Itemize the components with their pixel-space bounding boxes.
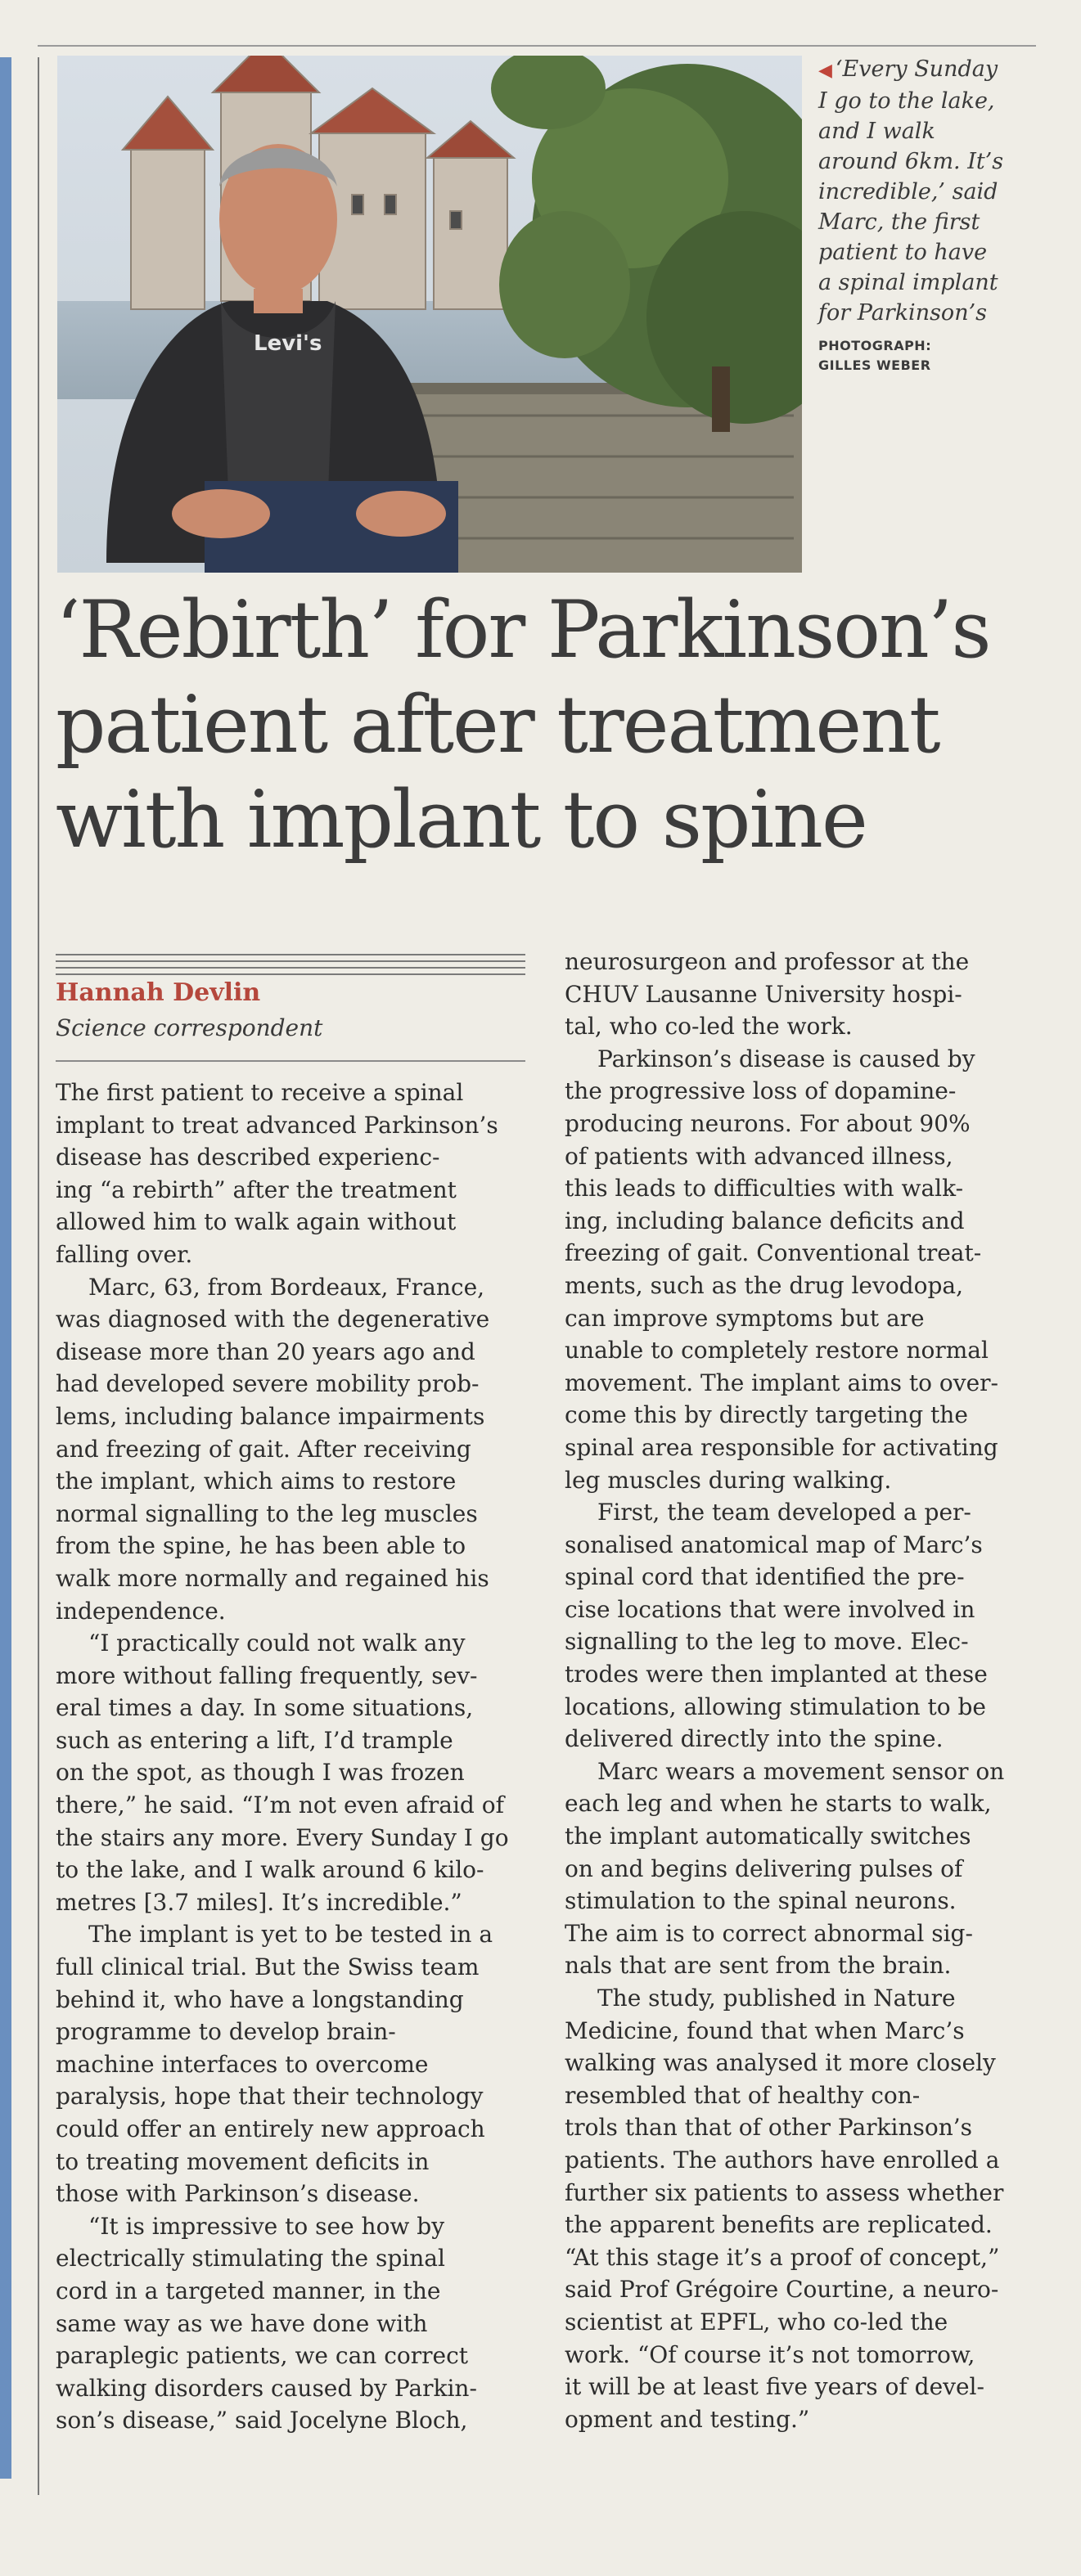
article-text-line: of patients with advanced illness, bbox=[565, 1142, 953, 1170]
article-text-line: Medicine, found that when Marc’s bbox=[565, 2016, 965, 2044]
article-text-line: the progressive loss of dopamine- bbox=[565, 1077, 957, 1105]
left-color-strip bbox=[0, 57, 16, 2479]
article-text-line: and freezing of gait. After receiving bbox=[56, 1435, 471, 1463]
article-text-line: had developed severe mobility prob- bbox=[56, 1370, 480, 1398]
headline-line: patient after treatment bbox=[56, 679, 939, 771]
photo-credit-line: GILLES WEBER bbox=[818, 357, 931, 373]
caption-arrow-icon: ◀ bbox=[818, 61, 832, 81]
article-text-line: disease has described experienc- bbox=[56, 1144, 440, 1171]
article-text-line: “I practically could not walk any bbox=[88, 1630, 466, 1657]
article-text-line: more without falling frequently, sev- bbox=[56, 1661, 478, 1689]
article-text-line: leg muscles during walking. bbox=[565, 1466, 892, 1494]
caption-line: and I walk bbox=[818, 119, 935, 144]
article-text-line: was diagnosed with the degenerative bbox=[56, 1306, 490, 1333]
article-text-line: allowed him to walk again without bbox=[56, 1208, 457, 1236]
article-text-line: walking disorders caused by Parkin- bbox=[56, 2374, 477, 2402]
article-text-line: The study, published in Nature bbox=[597, 1985, 956, 2012]
article-photo bbox=[57, 56, 802, 573]
photo-credit-line: PHOTOGRAPH: bbox=[818, 338, 932, 353]
byline-decorative-rules bbox=[56, 954, 525, 978]
article-text-line: walking was analysed it more closely bbox=[565, 2049, 996, 2077]
author-name: Hannah Devlin bbox=[56, 978, 261, 1007]
caption-line: a spinal implant bbox=[818, 270, 998, 295]
article-text-line: patients. The authors have enrolled a bbox=[565, 2146, 1000, 2174]
article-text-line: producing neurons. For about 90% bbox=[565, 1109, 971, 1137]
article-text-line: Marc wears a movement sensor on bbox=[597, 1757, 1005, 1785]
article-text-line: to the lake, and I walk around 6 kilo- bbox=[56, 1856, 484, 1884]
article-text-line: independence. bbox=[56, 1597, 226, 1625]
article-text-line: The first patient to receive a spinal bbox=[56, 1079, 464, 1106]
byline-divider bbox=[56, 1060, 525, 1062]
article-text-line: delivered directly into the spine. bbox=[565, 1725, 944, 1753]
article-text-line: neurosurgeon and professor at the bbox=[565, 948, 970, 975]
article-text-line: signalling to the leg to move. Elec- bbox=[565, 1628, 969, 1656]
article-text-line: disease more than 20 years ago and bbox=[56, 1337, 475, 1365]
article-text-line: lems, including balance impairments bbox=[56, 1402, 485, 1430]
article-text-line: movement. The implant aims to over- bbox=[565, 1369, 999, 1396]
article-column-1 bbox=[56, 1077, 538, 2437]
article-text-line: further six patients to assess whether bbox=[565, 2178, 1004, 2206]
article-text-line: First, the team developed a per- bbox=[597, 1499, 971, 1526]
caption-line: Marc, the first bbox=[818, 209, 980, 235]
article-text-line: this leads to difficulties with walk- bbox=[565, 1175, 964, 1203]
article-text-line: those with Parkinson’s disease. bbox=[56, 2180, 420, 2208]
article-text-line: freezing of gait. Conventional treat- bbox=[565, 1239, 982, 1267]
article-text-line: electrically stimulating the spinal bbox=[56, 2245, 445, 2273]
photo-credit bbox=[818, 336, 1039, 375]
photo-illustration bbox=[57, 56, 802, 573]
caption-line: incredible,’ said bbox=[818, 179, 998, 205]
photo-caption bbox=[818, 54, 1039, 375]
article-text-line: Parkinson’s disease is caused by bbox=[597, 1045, 975, 1072]
article-text-line: “It is impressive to see how by bbox=[88, 2212, 445, 2240]
article-text-line: cise locations that were involved in bbox=[565, 1595, 975, 1623]
article-text-line: the implant automatically switches bbox=[565, 1823, 971, 1850]
article-text-line: it will be at least five years of devel- bbox=[565, 2373, 984, 2401]
article-headline bbox=[56, 582, 1038, 867]
article-text-line: the stairs any more. Every Sunday I go bbox=[56, 1823, 509, 1851]
caption-line: I go to the lake, bbox=[818, 88, 995, 114]
article-text-line: machine interfaces to overcome bbox=[56, 2050, 429, 2078]
article-text-line: spinal cord that identified the pre- bbox=[565, 1563, 965, 1591]
article-text-line: full clinical trial. But the Swiss team bbox=[56, 1953, 480, 1981]
article-text-line: unable to completely restore normal bbox=[565, 1337, 989, 1364]
article-text-line: trodes were then implanted at these bbox=[565, 1661, 988, 1688]
article-text-line: resembled that of healthy con- bbox=[565, 2081, 921, 2109]
article-text-line: come this by directly targeting the bbox=[565, 1401, 968, 1429]
article-text-line: CHUV Lausanne University hospi- bbox=[565, 980, 962, 1008]
article-text-line: on and begins delivering pulses of bbox=[565, 1854, 963, 1882]
article-text-line: could offer an entirely new approach bbox=[56, 2115, 485, 2142]
article-text-line: scientist at EPFL, who co-led the bbox=[565, 2308, 948, 2335]
article-text-line: the implant, which aims to restore bbox=[56, 1468, 457, 1495]
shirt-logo-text: Levi's bbox=[254, 331, 322, 356]
author-role: Science correspondent bbox=[56, 1014, 323, 1041]
article-text-line: metres [3.7 miles]. It’s incredible.” bbox=[56, 1888, 462, 1916]
article-text-line: paralysis, hope that their technology bbox=[56, 2083, 484, 2111]
article-text-line: to treating movement deficits in bbox=[56, 2147, 430, 2175]
caption-line: patient to have bbox=[818, 240, 988, 265]
article-text-line: walk more normally and regained his bbox=[56, 1564, 489, 1592]
article-text-line: trols than that of other Parkinson’s bbox=[565, 2114, 973, 2142]
article-text-line: can improve symptoms but are bbox=[565, 1304, 925, 1332]
article-text-line: the apparent benefits are replicated. bbox=[565, 2211, 993, 2239]
article-text-line: ing, including balance deficits and bbox=[565, 1207, 965, 1234]
caption-line: ‘Every Sunday bbox=[835, 56, 998, 82]
article-text-line: same way as we have done with bbox=[56, 2309, 428, 2337]
article-text-line: there,” he said. “I’m not even afraid of bbox=[56, 1792, 504, 1819]
article-text-line: falling over. bbox=[56, 1240, 193, 1268]
column-divider bbox=[38, 57, 39, 2495]
caption-line: around 6km. It’s bbox=[818, 149, 1004, 174]
article-text-line: cord in a targeted manner, in the bbox=[56, 2277, 441, 2304]
article-text-line: ing “a rebirth” after the treatment bbox=[56, 1176, 457, 1203]
article-text-line: said Prof Grégoire Courtine, a neuro- bbox=[565, 2276, 999, 2304]
article-text-line: eral times a day. In some situations, bbox=[56, 1694, 474, 1722]
article-text-line: work. “Of course it’s not tomorrow, bbox=[565, 2340, 975, 2368]
article-text-line: The implant is yet to be tested in a bbox=[88, 1921, 493, 1949]
article-text-line: spinal area responsible for activating bbox=[565, 1433, 998, 1461]
article-text-line: from the spine, he has been able to bbox=[56, 1532, 466, 1560]
article-text-line: on the spot, as though I was frozen bbox=[56, 1759, 465, 1787]
article-text-line: locations, allowing stimulation to be bbox=[565, 1693, 987, 1720]
article-text-line: ments, such as the drug levodopa, bbox=[565, 1271, 963, 1299]
article-text-line: opment and testing.” bbox=[565, 2405, 810, 2433]
headline-line: with implant to spine bbox=[56, 774, 867, 865]
article-text-line: such as entering a lift, I’d trample bbox=[56, 1726, 453, 1754]
article-text-line: tal, who co-led the work. bbox=[565, 1013, 853, 1041]
article-text-line: programme to develop brain- bbox=[56, 2018, 396, 2046]
caption-line: for Parkinson’s bbox=[818, 300, 988, 326]
article-text-line: sonalised anatomical map of Marc’s bbox=[565, 1531, 983, 1558]
headline-line: ‘Rebirth’ for Parkinson’s bbox=[56, 584, 990, 676]
article-text-line: paraplegic patients, we can correct bbox=[56, 2342, 469, 2370]
article-column-2 bbox=[565, 946, 1047, 2435]
article-text-line: The aim is to correct abnormal sig- bbox=[565, 1919, 973, 1947]
article-text-line: “At this stage it’s a proof of concept,” bbox=[565, 2243, 1000, 2271]
top-divider bbox=[38, 45, 1036, 47]
article-text-line: nals that are sent from the brain. bbox=[565, 1952, 952, 1980]
article-text-line: stimulation to the spinal neurons. bbox=[565, 1887, 957, 1915]
article-text-line: implant to treat advanced Parkinson’s bbox=[56, 1111, 498, 1139]
article-text-line: Marc, 63, from Bordeaux, France, bbox=[88, 1273, 485, 1301]
article-text-line: son’s disease,” said Jocelyne Bloch, bbox=[56, 2407, 468, 2434]
article-text-line: normal signalling to the leg muscles bbox=[56, 1499, 478, 1527]
article-text-line: behind it, who have a longstanding bbox=[56, 1985, 464, 2013]
article-text-line: each leg and when he starts to walk, bbox=[565, 1790, 992, 1818]
